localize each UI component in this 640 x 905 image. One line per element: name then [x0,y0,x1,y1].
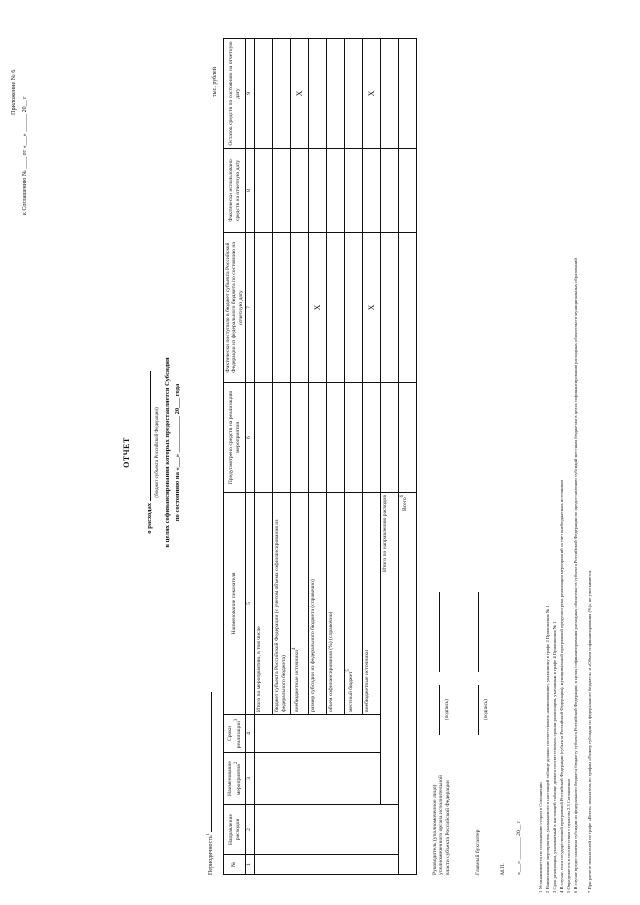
header-cell-balance: Остаток средств по состоянию на отчетную дату [224,39,246,149]
cell-planned [381,383,399,493]
cell-used [255,149,273,233]
indicator-label: объем софинансирования (%) (справочно) [327,493,345,715]
cell-used [291,149,309,233]
agreement-reference: к Соглашению № ____ от «___» ______ 20__ г [22,96,28,215]
header-cell-received: Фактически поступило в бюджет субъекта Российской Федерации из федерального бюджета по состоянию на отчетную дату [224,233,246,383]
cell-received [381,233,399,383]
table-row [255,39,273,875]
cell-balance [273,39,291,149]
head-signature-line [436,592,443,735]
footnote: 2 Наименование мероприятия, указываемого в настоящей таблице должно соответствовать наименованию, указанному в графе 2 Приложения № 1 [545,605,550,893]
report-line-2: в целях софинансирования которых предоставляется Субсидия [164,357,171,548]
footnote: * При расчете показателей по графе «Всего» показатель по графам «Размер субсидии из федерального бюджета» и «Объем софинансирования (%)» не учитываются [587,570,592,893]
report-title: ОТЧЕТ [122,437,131,468]
cell-received [291,233,309,383]
appendix-title: Приложение № 6 [10,69,17,115]
cell-balance [345,39,363,149]
footnote: 4 В случае, если государственной программой Российской Федерации (субъекта Российской Федерации), муниципальной программой предусмотрена реализация мероприятий за счет внебюджетных источников [559,479,564,893]
column-number: 7 [246,233,255,383]
head-label-3: власти субъекта Российской Федерации [444,780,451,875]
cell-used [399,149,417,233]
cell-used [381,149,399,233]
header-cell-measure: Наименование мероприятия$^2$ [224,753,246,805]
report-line-1-caption: (бюджет субъекта Российской Федерации) [155,407,160,498]
cell-received [327,233,345,383]
accountant-signature-line [475,592,482,735]
total-direction-label: Итого по направлению расходов [381,493,399,805]
signature-date: «___» ________ 20__ г [516,820,522,875]
cell-used [345,149,363,233]
stamp-mark: М.П. [500,863,506,875]
accountant-label: Главный бухгалтер [475,829,481,875]
periodicity-blank-line [211,692,212,832]
cell-received: X [309,233,327,383]
cell-balance [255,39,273,149]
column-number: 8 [246,149,255,233]
report-table [223,38,417,875]
cell-measure-empty [255,753,381,805]
column-number: 3 [246,753,255,805]
report-line-1 [146,0,154,905]
footnote: 5 Определяется в соответствии с пунктом 2.3 Соглашения [566,779,571,893]
header-cell-direction: Направление расходов [224,805,246,855]
column-number: 5 [246,493,255,715]
indicator-label: внебюджетные источники [363,493,381,715]
table-row-total-all [399,39,417,875]
header-cell-used: Фактически использовано средств на отчетную дату [224,149,246,233]
cell-used [273,149,291,233]
cell-received [345,233,363,383]
footnote: 3 Срок реализации, указываемый в настоящей таблице должен соответствовать срокам реализации, указанным в графе 4 Приложения № 1 [552,621,557,893]
cell-balance [399,39,417,149]
head-label-1: Руководитель (уполномоченное лицо) [432,784,438,875]
cell-planned [399,383,417,493]
cell-balance: X [291,39,309,149]
cell-balance [327,39,345,149]
accountant-signature-caption: (подпись) [484,699,489,720]
column-number-row [246,39,255,875]
total-all-label: Всего$^6$ [399,493,417,875]
cell-planned [345,383,363,493]
header-cell-indicator: Наименование показателя [224,493,246,715]
cell-planned [363,383,381,493]
column-number: 1 [246,855,255,875]
header-cell-number: № [224,855,246,875]
header-cell-terms: Сроки реализации$^3$ [224,715,246,753]
indicator-label: Итого по мероприятию, в том числе [255,493,273,715]
cell-number-empty [255,855,399,875]
header-cell-planned: Предусмотрено средств на реализацию мероприятия [224,383,246,493]
cell-received [255,233,273,383]
cell-used [327,149,345,233]
cell-planned [327,383,345,493]
cell-planned [309,383,327,493]
column-number: 2 [246,805,255,855]
column-number: 6 [246,383,255,493]
column-number: 9 [246,39,255,149]
table-row-total-direction [381,39,399,875]
indicator-label: внебюджетные источники$^4$ [291,493,309,715]
cell-planned [291,383,309,493]
cell-planned [273,383,291,493]
unit-label: тыс. рублей [212,67,218,97]
cell-received [399,233,417,383]
head-label-2: уполномоченного органа исполнительной [438,775,445,875]
budget-blank-line [150,371,151,501]
cell-terms-empty [255,715,381,753]
indicator-label: размер субсидии из федерального бюджета (справочно) [309,493,327,715]
cell-used [309,149,327,233]
cell-used [363,149,381,233]
table-header-row [224,39,246,875]
footnote: 1 Устанавливается по соглашению сторон в Соглашении [538,782,543,893]
cell-balance [309,39,327,149]
cell-received [273,233,291,383]
periodicity-label: Периодичность [208,835,214,875]
report-line-3: по состоянию на «___» ___________ 20___ года [174,383,181,522]
head-signature-block [432,775,451,875]
indicator-label: бюджет субъекта Российской Федерации (с учетом объема софинансирования из федерального бюджета) [273,493,291,715]
cell-direction-empty [255,805,399,855]
column-number: 4 [246,715,255,753]
cell-planned [255,383,273,493]
head-signature-caption: (подпись) [445,699,450,720]
cell-received: X [363,233,381,383]
periodicity: Периодичность$^1$ [206,692,215,875]
indicator-label: местный бюджет$^5$ [345,493,363,715]
cell-balance: X [363,39,381,149]
cell-balance [381,39,399,149]
footnote: 6 В случае предоставления субсидии из федерального бюджета бюджету субъекта Российской Федерации, в целях софинансирования расходных обязательств субъекта Российской Федерации по предоставлению субсидий местным бюджетам в целях софинансирования расходных обязательств муниципальных образований [573,258,578,893]
report-line-1-text: о расходах [146,502,153,534]
